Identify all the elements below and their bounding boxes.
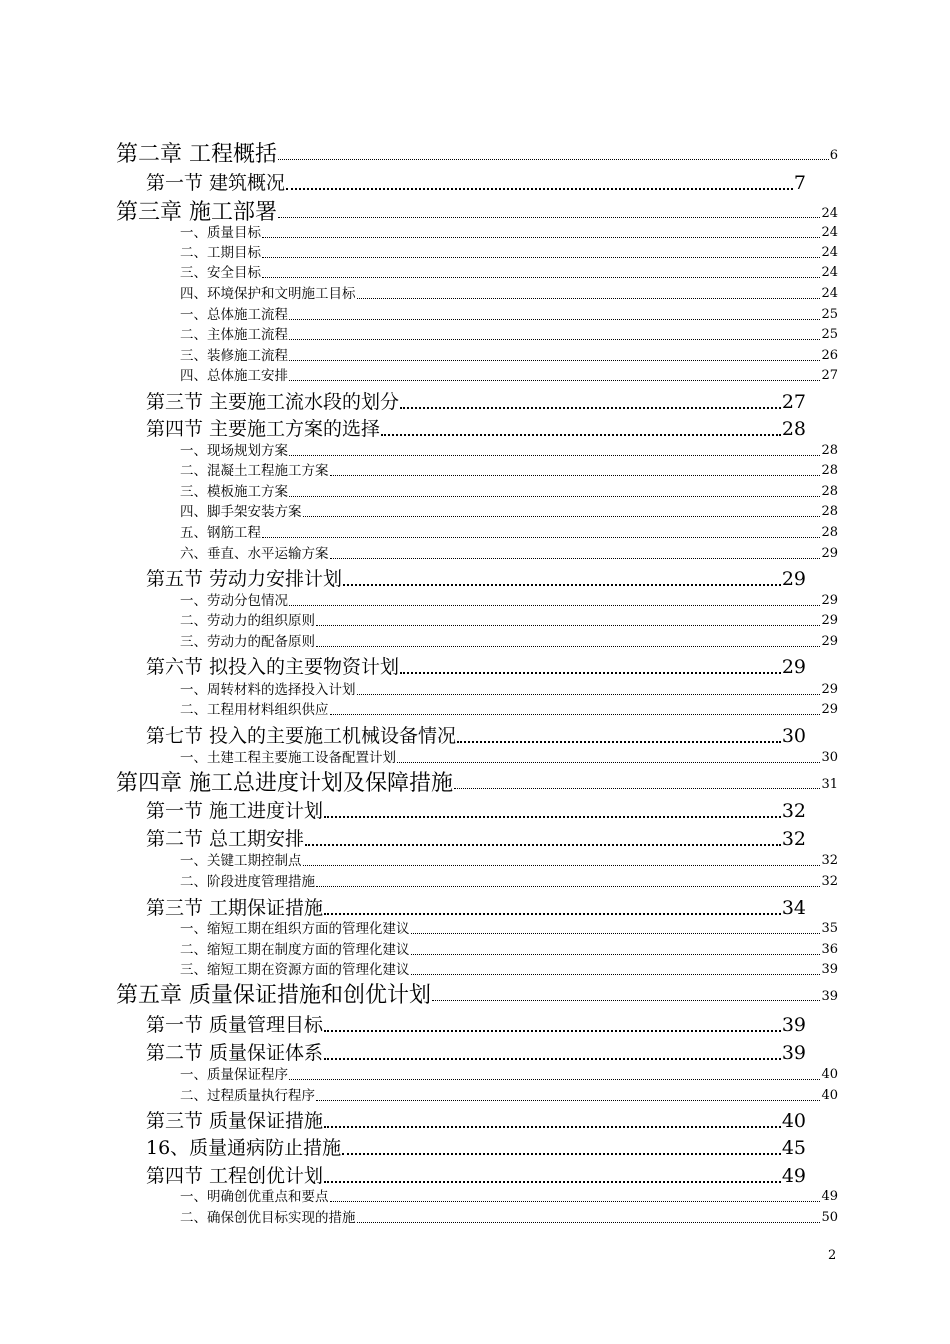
- toc-entry-page: 29: [781, 656, 806, 678]
- toc-entry[interactable]: [116, 770, 838, 798]
- toc-leader-dots: [278, 159, 829, 160]
- toc-entry-page: 28: [821, 525, 838, 540]
- toc-entry-label: 一、关键工期控制点: [180, 853, 302, 869]
- toc-leader-dots: [289, 380, 820, 381]
- toc-entry-label: 第一节 施工进度计划: [146, 800, 324, 822]
- toc-entry-label: 四、脚手架安装方案: [180, 504, 302, 520]
- toc-entry[interactable]: [116, 141, 838, 169]
- toc-entry-page: 45: [781, 1137, 806, 1159]
- toc-entry[interactable]: [180, 347, 838, 365]
- toc-entry-label: 六、垂直、水平运输方案: [180, 546, 329, 562]
- toc-entry[interactable]: [180, 681, 838, 699]
- toc-leader-dots: [286, 188, 793, 190]
- toc-entry-page: 40: [821, 1088, 838, 1103]
- toc-leader-dots: [316, 625, 820, 626]
- toc-leader-dots: [324, 1181, 781, 1183]
- toc-entry-page: 49: [821, 1189, 838, 1204]
- toc-entry-label: 第三节 工期保证措施: [146, 897, 324, 919]
- toc-entry-page: 24: [821, 245, 838, 260]
- toc-entry-page: 39: [781, 1042, 806, 1064]
- toc-entry[interactable]: [180, 749, 838, 767]
- toc-entry-page: 31: [821, 777, 838, 792]
- toc-leader-dots: [262, 277, 820, 278]
- toc-leader-dots: [432, 1000, 820, 1001]
- toc-entry[interactable]: [146, 723, 806, 749]
- toc-leader-dots: [411, 974, 821, 975]
- toc-entry[interactable]: [146, 1012, 806, 1038]
- toc-entry-label: 一、周转材料的选择投入计划: [180, 682, 356, 698]
- toc-entry-page: 36: [821, 942, 838, 957]
- toc-entry-label: 三、劳动力的配备原则: [180, 634, 315, 650]
- toc-entry[interactable]: [146, 798, 806, 824]
- toc-entry-page: 28: [821, 504, 838, 519]
- toc-entry-label: 16、质量通病防止措施: [146, 1137, 342, 1159]
- toc-leader-dots: [316, 1100, 820, 1101]
- toc-entry[interactable]: [146, 895, 806, 921]
- toc-entry-page: 39: [781, 1014, 806, 1036]
- toc-entry[interactable]: [180, 264, 838, 282]
- toc-entry[interactable]: [146, 654, 806, 680]
- toc-entry-label: 第三章 施工部署: [116, 200, 277, 225]
- toc-entry[interactable]: [180, 224, 838, 242]
- toc-entry[interactable]: [180, 1188, 838, 1206]
- toc-entry[interactable]: [180, 592, 838, 610]
- toc-entry-page: 32: [821, 853, 838, 868]
- toc-entry-page: 7: [793, 172, 806, 194]
- toc-entry-page: 29: [821, 613, 838, 628]
- toc-entry[interactable]: [180, 367, 838, 385]
- toc-entry-page: 30: [781, 725, 806, 747]
- toc-leader-dots: [357, 298, 821, 299]
- toc-entry[interactable]: [116, 982, 838, 1010]
- toc-entry-page: 40: [781, 1110, 806, 1132]
- toc-entry-page: 39: [821, 962, 838, 977]
- toc-entry-page: 40: [821, 1067, 838, 1082]
- toc-entry[interactable]: [180, 244, 838, 262]
- toc-entry-page: 25: [821, 327, 838, 342]
- toc-entry-label: 二、过程质量执行程序: [180, 1088, 315, 1104]
- toc-leader-dots: [305, 844, 781, 846]
- toc-leader-dots: [324, 816, 781, 818]
- toc-entry-label: 二、主体施工流程: [180, 327, 288, 343]
- toc-entry[interactable]: [180, 961, 838, 979]
- toc-entry-label: 二、工程用材料组织供应: [180, 702, 329, 718]
- toc-entry-label: 第二章 工程概括: [116, 142, 277, 167]
- toc-entry-page: 29: [821, 682, 838, 697]
- toc-entry-label: 一、质量保证程序: [180, 1067, 288, 1083]
- toc-entry-page: 49: [781, 1165, 806, 1187]
- toc-entry-label: 一、现场规划方案: [180, 443, 288, 459]
- toc-leader-dots: [289, 319, 820, 320]
- toc-entry-label: 二、阶段进度管理措施: [180, 874, 315, 890]
- toc-entry[interactable]: [180, 920, 838, 938]
- toc-entry-page: 29: [821, 546, 838, 561]
- toc-entry-label: 三、装修施工流程: [180, 348, 288, 364]
- toc-leader-dots: [289, 360, 820, 361]
- toc-entry[interactable]: [146, 826, 806, 852]
- toc-leader-dots: [400, 407, 781, 409]
- toc-entry-page: 28: [821, 443, 838, 458]
- toc-entry-label: 第六节 拟投入的主要物资计划: [146, 656, 400, 678]
- toc-entry[interactable]: [146, 1040, 806, 1066]
- toc-entry-label: 第一节 建筑概况: [146, 172, 286, 194]
- toc-entry[interactable]: [180, 503, 838, 521]
- toc-entry[interactable]: [146, 566, 806, 592]
- toc-leader-dots: [411, 933, 821, 934]
- toc-entry-label: 一、明确创优重点和要点: [180, 1189, 329, 1205]
- toc-entry-page: 28: [821, 463, 838, 478]
- toc-entry-page: 26: [821, 348, 838, 363]
- toc-entry-label: 四、环境保护和文明施工目标: [180, 286, 356, 302]
- toc-entry[interactable]: [146, 1108, 806, 1134]
- toc-leader-dots: [330, 1201, 821, 1202]
- toc-leader-dots: [342, 1153, 781, 1155]
- toc-leader-dots: [454, 788, 820, 789]
- toc-entry[interactable]: [146, 1135, 806, 1161]
- toc-leader-dots: [324, 913, 781, 915]
- toc-entry-page: 6: [829, 148, 838, 163]
- toc-entry-page: 24: [821, 265, 838, 280]
- toc-entry[interactable]: [180, 326, 838, 344]
- toc-entry-page: 32: [821, 874, 838, 889]
- toc-entry[interactable]: [180, 545, 838, 563]
- toc-leader-dots: [330, 714, 821, 715]
- toc-entry-label: 一、劳动分包情况: [180, 593, 288, 609]
- toc-leader-dots: [330, 475, 821, 476]
- toc-entry-page: 29: [821, 634, 838, 649]
- toc-entry[interactable]: [180, 633, 838, 651]
- toc-entry-label: 第一节 质量管理目标: [146, 1014, 324, 1036]
- toc-entry-page: 28: [781, 418, 806, 440]
- toc-entry-page: 32: [781, 800, 806, 822]
- toc-leader-dots: [411, 954, 821, 955]
- toc-entry[interactable]: [146, 416, 806, 442]
- toc-entry-page: 27: [781, 391, 806, 413]
- toc-leader-dots: [330, 558, 821, 559]
- toc-entry[interactable]: [180, 442, 838, 460]
- toc-entry[interactable]: [180, 701, 838, 719]
- toc-entry-label: 二、混凝土工程施工方案: [180, 463, 329, 479]
- toc-entry-label: 一、质量目标: [180, 225, 261, 241]
- toc-entry-page: 35: [821, 921, 838, 936]
- toc-entry-label: 第七节 投入的主要施工机械设备情况: [146, 725, 457, 747]
- toc-entry[interactable]: [180, 1209, 838, 1227]
- toc-entry-label: 第三节 质量保证措施: [146, 1110, 324, 1132]
- toc-entry-page: 29: [821, 593, 838, 608]
- toc-leader-dots: [262, 257, 820, 258]
- toc-entry-label: 四、总体施工安排: [180, 368, 288, 384]
- toc-entry-page: 24: [821, 206, 838, 221]
- toc-entry-label: 第二节 总工期安排: [146, 828, 305, 850]
- toc-entry-page: 24: [821, 286, 838, 301]
- toc-entry[interactable]: [180, 524, 838, 542]
- toc-entry-page: 29: [781, 568, 806, 590]
- toc-leader-dots: [324, 1058, 781, 1060]
- toc-leader-dots: [381, 434, 781, 436]
- toc-entry-page: 50: [821, 1210, 838, 1225]
- toc-leader-dots: [303, 865, 821, 866]
- toc-leader-dots: [262, 537, 820, 538]
- toc-entry-label: 二、缩短工期在制度方面的管理化建议: [180, 942, 410, 958]
- toc-entry[interactable]: [146, 170, 806, 196]
- toc-leader-dots: [397, 762, 820, 763]
- toc-leader-dots: [289, 1079, 820, 1080]
- toc-entry[interactable]: [116, 199, 838, 227]
- toc-entry[interactable]: [180, 852, 838, 870]
- toc-leader-dots: [457, 741, 781, 743]
- toc-leader-dots: [316, 646, 820, 647]
- toc-entry-label: 三、模板施工方案: [180, 484, 288, 500]
- toc-leader-dots: [324, 1030, 781, 1032]
- toc-leader-dots: [289, 496, 820, 497]
- toc-entry-label: 二、劳动力的组织原则: [180, 613, 315, 629]
- toc-entry-label: 第四章 施工总进度计划及保障措施: [116, 771, 453, 796]
- toc-entry-label: 第二节 质量保证体系: [146, 1042, 324, 1064]
- toc-entry-label: 一、总体施工流程: [180, 307, 288, 323]
- toc-leader-dots: [357, 694, 821, 695]
- toc-entry-label: 二、确保创优目标实现的措施: [180, 1210, 356, 1226]
- toc-entry[interactable]: [180, 483, 838, 501]
- toc-leader-dots: [289, 605, 820, 606]
- toc-entry-label: 五、钢筋工程: [180, 525, 261, 541]
- toc-entry-page: 29: [821, 702, 838, 717]
- toc-entry-page: 32: [781, 828, 806, 850]
- toc-leader-dots: [343, 584, 781, 586]
- toc-entry-page: 39: [821, 989, 838, 1004]
- toc-leader-dots: [357, 1222, 821, 1223]
- toc-entry-page: 30: [821, 750, 838, 765]
- toc-entry-label: 一、土建工程主要施工设备配置计划: [180, 750, 396, 766]
- toc-leader-dots: [324, 1126, 781, 1128]
- toc-entry[interactable]: [180, 306, 838, 324]
- toc-entry[interactable]: [180, 941, 838, 959]
- toc-entry-page: 27: [821, 368, 838, 383]
- toc-entry-label: 第五章 质量保证措施和创优计划: [116, 983, 431, 1008]
- toc-entry-page: 34: [781, 897, 806, 919]
- toc-entry-label: 第四节 主要施工方案的选择: [146, 418, 381, 440]
- toc-entry-label: 二、工期目标: [180, 245, 261, 261]
- toc-leader-dots: [262, 237, 820, 238]
- toc-entry-label: 第三节 主要施工流水段的划分: [146, 391, 400, 413]
- toc-leader-dots: [303, 516, 821, 517]
- toc-entry-page: 24: [821, 225, 838, 240]
- footer-page-number: 2: [828, 1248, 837, 1263]
- toc-entry-label: 第五节 劳动力安排计划: [146, 568, 343, 590]
- toc-leader-dots: [278, 217, 820, 218]
- toc-entry[interactable]: [180, 873, 838, 891]
- toc-entry-label: 三、缩短工期在资源方面的管理化建议: [180, 962, 410, 978]
- toc-entry[interactable]: [180, 1066, 838, 1084]
- toc-entry[interactable]: [146, 1163, 806, 1189]
- toc-entry[interactable]: [180, 285, 838, 303]
- toc-entry[interactable]: [180, 612, 838, 630]
- toc-entry[interactable]: [180, 462, 838, 480]
- toc-leader-dots: [316, 886, 820, 887]
- toc-entry-label: 一、缩短工期在组织方面的管理化建议: [180, 921, 410, 937]
- toc-leader-dots: [289, 339, 820, 340]
- toc-entry-label: 三、安全目标: [180, 265, 261, 281]
- toc-entry-page: 25: [821, 307, 838, 322]
- toc-entry[interactable]: [180, 1087, 838, 1105]
- toc-entry-page: 28: [821, 484, 838, 499]
- toc-leader-dots: [289, 455, 820, 456]
- toc-entry-label: 第四节 工程创优计划: [146, 1165, 324, 1187]
- toc-leader-dots: [400, 672, 781, 674]
- toc-entry[interactable]: [146, 389, 806, 415]
